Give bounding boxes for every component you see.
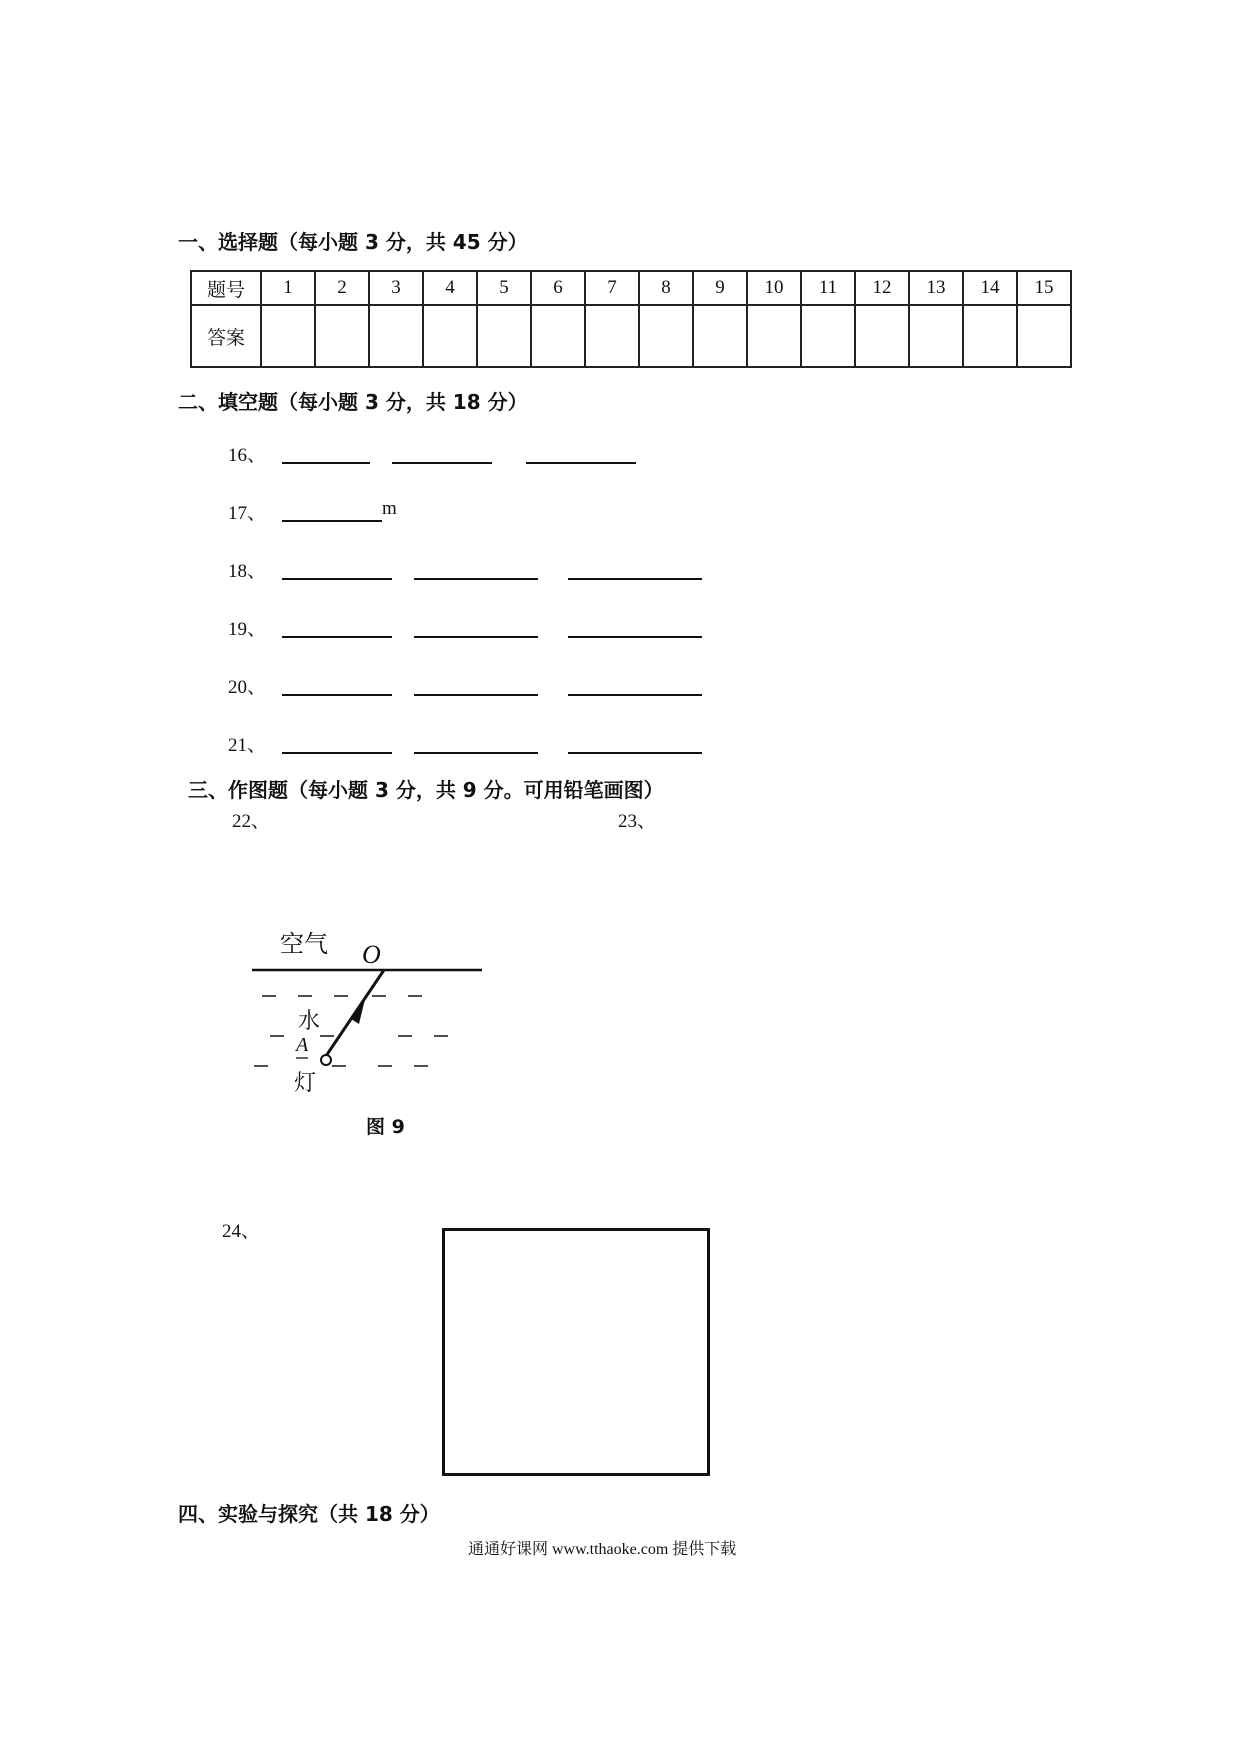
question-number-cell: 15: [1017, 271, 1071, 305]
answer-blank[interactable]: [282, 520, 382, 522]
answer-blank[interactable]: [282, 636, 392, 638]
ray-arrow-icon: [351, 995, 366, 1024]
answer-cell[interactable]: [531, 305, 585, 367]
section4-title: 四、实验与探究（共 18 分）: [178, 1502, 440, 1526]
answer-cell[interactable]: [747, 305, 801, 367]
water-label: 水: [298, 1009, 321, 1034]
question-number-cell: 4: [423, 271, 477, 305]
lamp-label: 灯: [294, 1071, 317, 1096]
answer-blank[interactable]: [392, 462, 492, 464]
answer-blank[interactable]: [282, 694, 392, 696]
water-dashes: [254, 996, 448, 1066]
answer-blank[interactable]: [282, 462, 370, 464]
answer-table: [190, 270, 1072, 368]
answer-cell[interactable]: [477, 305, 531, 367]
answer-cell[interactable]: [585, 305, 639, 367]
answer-blank[interactable]: [282, 752, 392, 754]
question-number-cell: 9: [693, 271, 747, 305]
answer-cell[interactable]: [963, 305, 1017, 367]
question-number-cell: 8: [639, 271, 693, 305]
answer-table-answer-row: [191, 305, 1071, 367]
answer-cell[interactable]: [693, 305, 747, 367]
answer-blank[interactable]: [568, 636, 702, 638]
question-number-cell: 13: [909, 271, 963, 305]
question-number-cell: 6: [531, 271, 585, 305]
question-number-cell: 10: [747, 271, 801, 305]
drawing-box[interactable]: [442, 1228, 710, 1476]
section2-title: 二、填空题（每小题 3 分，共 18 分）: [178, 390, 528, 414]
answer-blank[interactable]: [282, 578, 392, 580]
answer-table-header-row: [191, 271, 1071, 305]
question-17-label: 17、: [228, 503, 267, 524]
question-number-cell: 2: [315, 271, 369, 305]
question-22-label: 22、: [232, 811, 271, 832]
section3-title: 三、作图题（每小题 3 分，共 9 分。可用铅笔画图）: [188, 778, 664, 802]
question-number-cell: 1: [261, 271, 315, 305]
point-o-label: O: [362, 940, 381, 969]
answer-blank[interactable]: [414, 636, 538, 638]
answer-cell[interactable]: [639, 305, 693, 367]
answer-blank[interactable]: [568, 578, 702, 580]
answer-cell[interactable]: [369, 305, 423, 367]
question-number-cell: 3: [369, 271, 423, 305]
answer-cell[interactable]: [261, 305, 315, 367]
question-number-cell: 11: [801, 271, 855, 305]
figure-9: [248, 920, 488, 1110]
table-row-label-number: 题号: [191, 271, 261, 305]
question-23-label: 23、: [618, 811, 657, 832]
answer-blank[interactable]: [526, 462, 636, 464]
question-21-label: 21、: [228, 735, 267, 756]
answer-cell[interactable]: [909, 305, 963, 367]
figure-caption: 图 9: [366, 1116, 405, 1138]
answer-blank[interactable]: [414, 752, 538, 754]
answer-cell[interactable]: [855, 305, 909, 367]
question-number-cell: 14: [963, 271, 1017, 305]
answer-blank[interactable]: [568, 694, 702, 696]
air-label: 空气: [280, 930, 328, 958]
question-16-label: 16、: [228, 445, 267, 466]
question-20-label: 20、: [228, 677, 267, 698]
question-24-label: 24、: [222, 1221, 261, 1242]
answer-cell[interactable]: [315, 305, 369, 367]
question-number-cell: 7: [585, 271, 639, 305]
point-a-label: A: [296, 1034, 309, 1056]
unit-label: m: [382, 498, 397, 519]
lamp-source-circle: [321, 1055, 331, 1065]
question-19-label: 19、: [228, 619, 267, 640]
answer-blank[interactable]: [414, 578, 538, 580]
answer-cell[interactable]: [423, 305, 477, 367]
answer-cell[interactable]: [801, 305, 855, 367]
question-number-cell: 5: [477, 271, 531, 305]
answer-cell[interactable]: [1017, 305, 1071, 367]
answer-blank[interactable]: [414, 694, 538, 696]
footer-text: 通通好课网 www.tthaoke.com 提供下载: [468, 1541, 737, 1558]
section1-title: 一、选择题（每小题 3 分，共 45 分）: [178, 230, 528, 254]
table-row-label-answer: 答案: [191, 305, 261, 367]
question-number-cell: 12: [855, 271, 909, 305]
answer-blank[interactable]: [568, 752, 702, 754]
question-18-label: 18、: [228, 561, 267, 582]
